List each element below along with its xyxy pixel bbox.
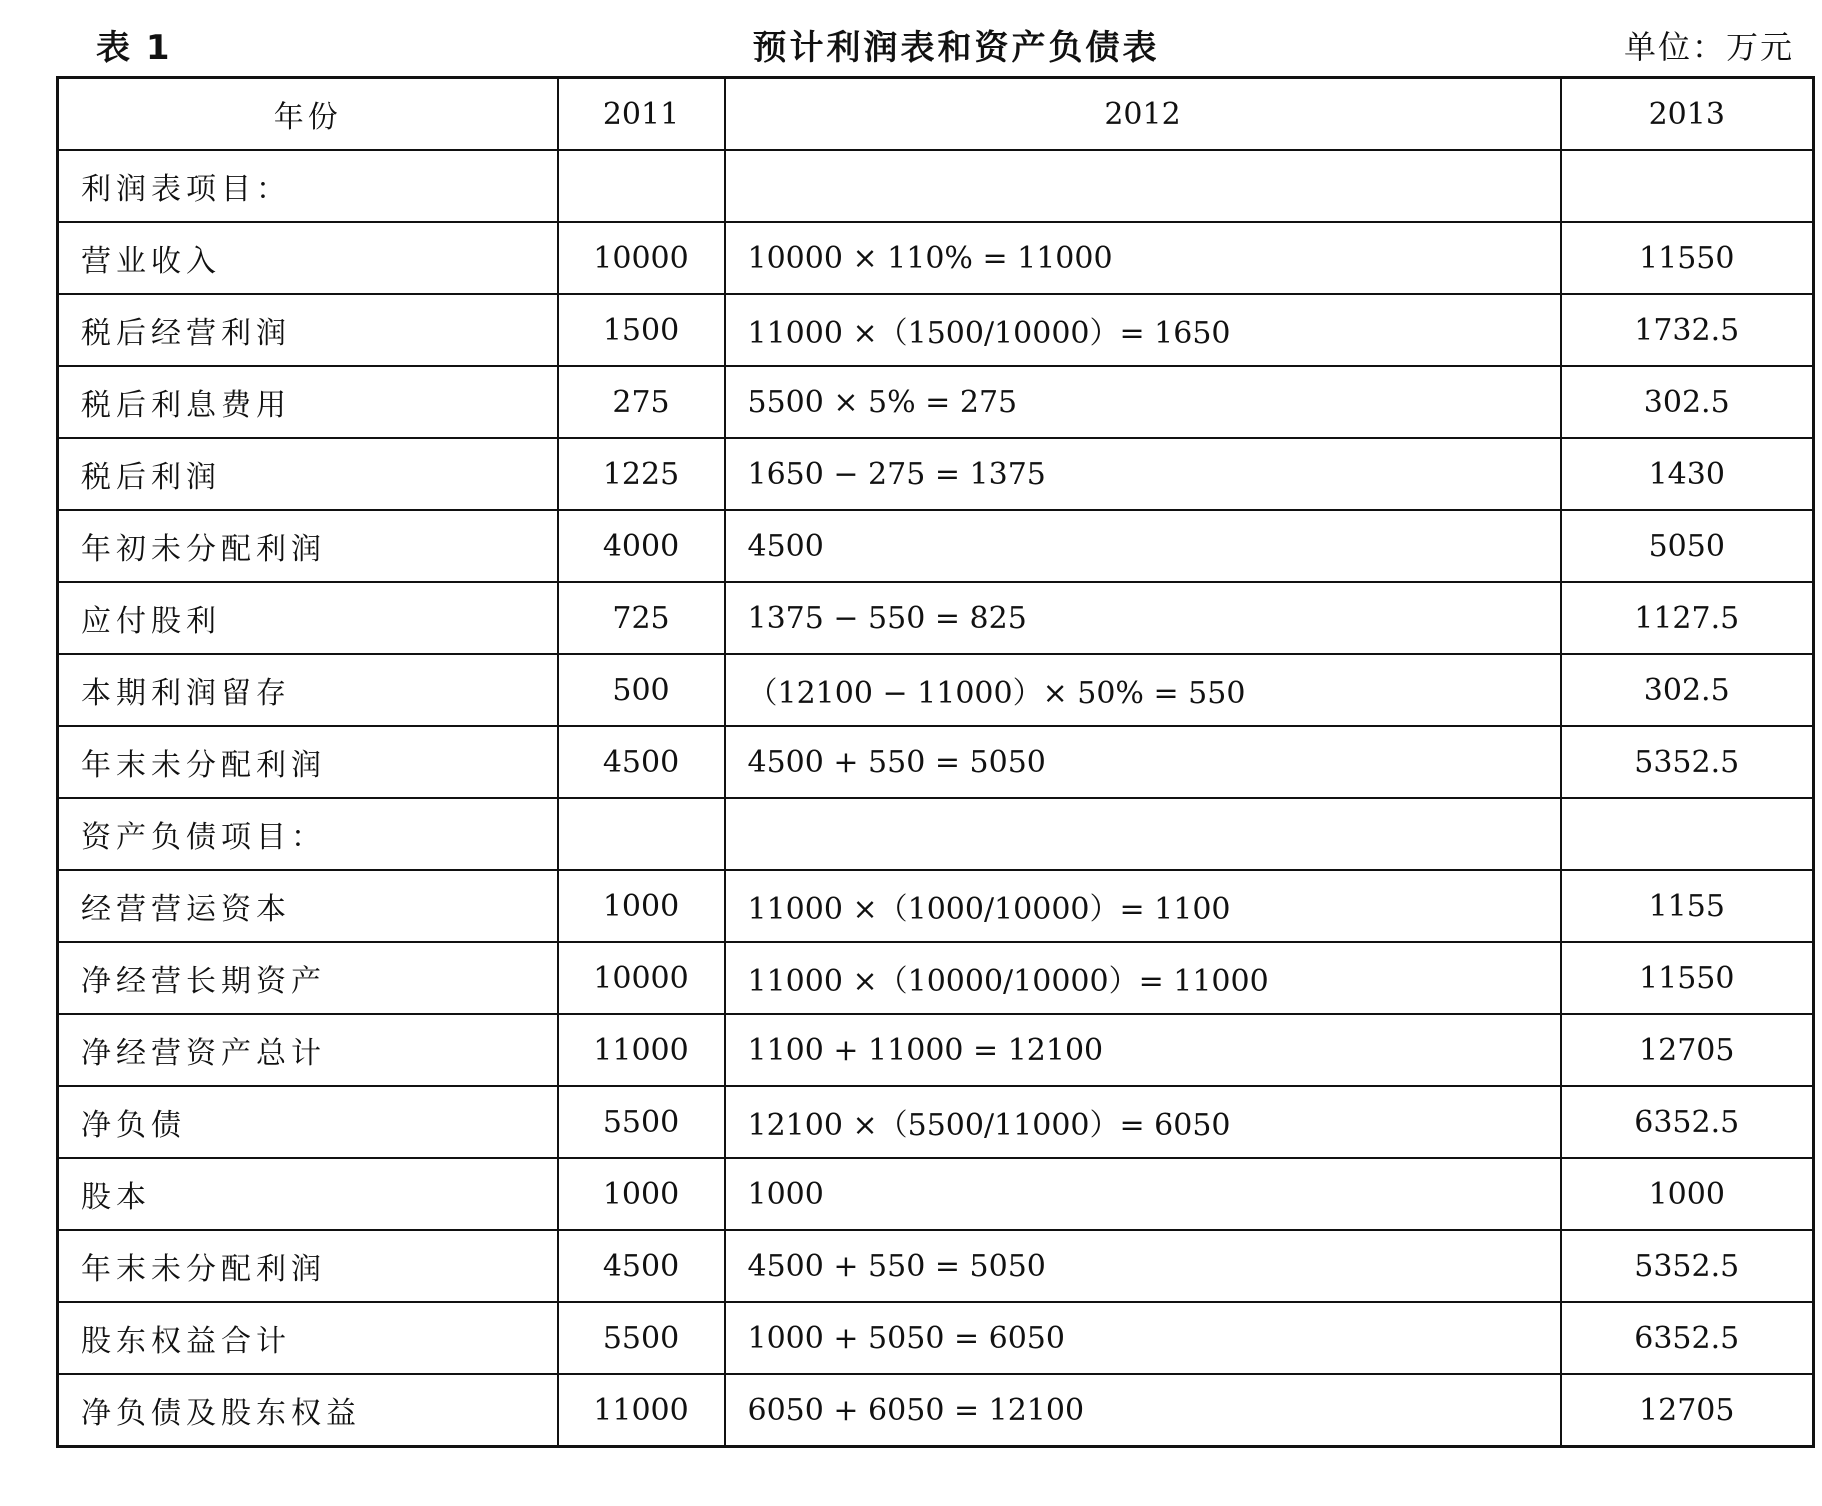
row-2012: 6050 + 6050 = 12100 [725, 1374, 1561, 1447]
row-item: 营业收入 [58, 222, 558, 294]
row-2013: 12705 [1561, 1014, 1814, 1086]
row-2011: 1000 [558, 1158, 725, 1230]
row-2012 [725, 798, 1561, 870]
row-2013: 6352.5 [1561, 1086, 1814, 1158]
table-row [58, 366, 1814, 438]
row-2012: （12100 − 11000）× 50% = 550 [725, 654, 1561, 726]
row-item: 资产负债项目： [58, 798, 558, 870]
row-item: 税后利润 [58, 438, 558, 510]
row-2012: 12100 ×（5500/11000）= 6050 [725, 1086, 1561, 1158]
row-2012: 1375 − 550 = 825 [725, 582, 1561, 654]
row-2011: 4000 [558, 510, 725, 582]
row-2011: 725 [558, 582, 725, 654]
row-2012: 11000 ×（1000/10000）= 1100 [725, 870, 1561, 942]
row-2012: 4500 + 550 = 5050 [725, 726, 1561, 798]
table-row [58, 942, 1814, 1014]
row-2012: 1000 + 5050 = 6050 [725, 1302, 1561, 1374]
row-2013: 1155 [1561, 870, 1814, 942]
row-item: 净负债 [58, 1086, 558, 1158]
row-2011: 10000 [558, 942, 725, 1014]
row-2012: 1650 − 275 = 1375 [725, 438, 1561, 510]
row-2013: 12705 [1561, 1374, 1814, 1447]
row-2011 [558, 150, 725, 222]
financial-table [56, 76, 1815, 1448]
table-row [58, 1086, 1814, 1158]
row-2012: 11000 ×（1500/10000）= 1650 [725, 294, 1561, 366]
row-2011: 10000 [558, 222, 725, 294]
row-item: 本期利润留存 [58, 654, 558, 726]
table-row [58, 510, 1814, 582]
row-2011: 1225 [558, 438, 725, 510]
table-row [58, 438, 1814, 510]
row-2011: 1000 [558, 870, 725, 942]
row-2012: 5500 × 5% = 275 [725, 366, 1561, 438]
row-2013: 302.5 [1561, 654, 1814, 726]
row-2013 [1561, 150, 1814, 222]
row-2013: 302.5 [1561, 366, 1814, 438]
row-2012: 11000 ×（10000/10000）= 11000 [725, 942, 1561, 1014]
row-2013: 11550 [1561, 942, 1814, 1014]
row-2013: 1127.5 [1561, 582, 1814, 654]
table-row [58, 582, 1814, 654]
row-2012: 1000 [725, 1158, 1561, 1230]
table-row [58, 798, 1814, 870]
unit-label: 单位：万元 [1623, 28, 1794, 66]
row-item: 年末未分配利润 [58, 726, 558, 798]
header-2013: 2013 [1561, 78, 1814, 151]
header-row [58, 78, 1814, 151]
table-row [58, 726, 1814, 798]
row-item: 净负债及股东权益 [58, 1374, 558, 1447]
row-2012: 1100 + 11000 = 12100 [725, 1014, 1561, 1086]
row-2012: 10000 × 110% = 11000 [725, 222, 1561, 294]
table-title: 预计利润表和资产负债表 [752, 28, 1160, 68]
row-2013: 5352.5 [1561, 1230, 1814, 1302]
row-item: 应付股利 [58, 582, 558, 654]
row-2013: 1000 [1561, 1158, 1814, 1230]
header-2011: 2011 [558, 78, 725, 151]
row-item: 经营营运资本 [58, 870, 558, 942]
table-row [58, 150, 1814, 222]
table-row [58, 1230, 1814, 1302]
row-item: 股本 [58, 1158, 558, 1230]
table-row [58, 1302, 1814, 1374]
row-2012: 4500 [725, 510, 1561, 582]
row-2013: 1430 [1561, 438, 1814, 510]
table-row [58, 294, 1814, 366]
table-row [58, 654, 1814, 726]
row-2011: 1500 [558, 294, 725, 366]
row-2011: 4500 [558, 1230, 725, 1302]
row-2011: 5500 [558, 1086, 725, 1158]
table-row [58, 1014, 1814, 1086]
header-year: 年份 [58, 78, 558, 151]
header-2012: 2012 [725, 78, 1561, 151]
row-2011 [558, 798, 725, 870]
row-2011: 5500 [558, 1302, 725, 1374]
table-row [58, 870, 1814, 942]
row-item: 利润表项目： [58, 150, 558, 222]
table-caption [56, 14, 1816, 74]
row-2011: 4500 [558, 726, 725, 798]
row-item: 净经营资产总计 [58, 1014, 558, 1086]
row-item: 税后利息费用 [58, 366, 558, 438]
row-item: 年末未分配利润 [58, 1230, 558, 1302]
row-item: 股东权益合计 [58, 1302, 558, 1374]
row-2013 [1561, 798, 1814, 870]
row-2013: 5050 [1561, 510, 1814, 582]
row-2011: 500 [558, 654, 725, 726]
row-2013: 6352.5 [1561, 1302, 1814, 1374]
row-2013: 1732.5 [1561, 294, 1814, 366]
row-2011: 11000 [558, 1374, 725, 1447]
row-2011: 275 [558, 366, 725, 438]
row-2012 [725, 150, 1561, 222]
row-2011: 11000 [558, 1014, 725, 1086]
row-2013: 11550 [1561, 222, 1814, 294]
row-item: 税后经营利润 [58, 294, 558, 366]
table-row [58, 1158, 1814, 1230]
row-2013: 5352.5 [1561, 726, 1814, 798]
table-row [58, 1374, 1814, 1447]
row-2012: 4500 + 550 = 5050 [725, 1230, 1561, 1302]
row-item: 净经营长期资产 [58, 942, 558, 1014]
table-number: 表 1 [96, 28, 172, 68]
row-item: 年初未分配利润 [58, 510, 558, 582]
table-row [58, 222, 1814, 294]
